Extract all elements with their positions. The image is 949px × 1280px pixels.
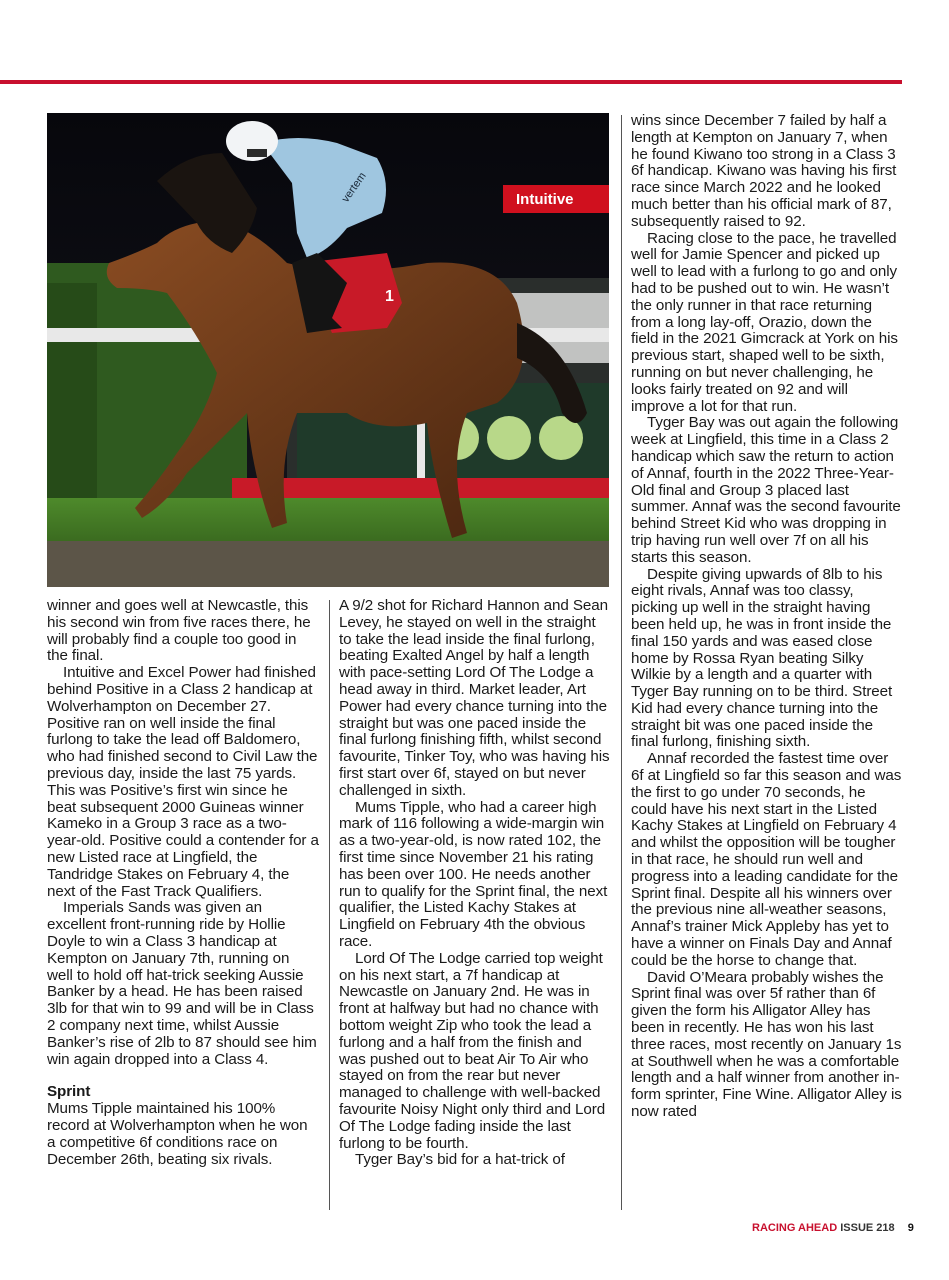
article-column-1 bbox=[47, 598, 319, 1168]
paragraph: Racing close to the pace, he travelled well for Jamie Spencer and picked up well to lead with a furlong to go and only had to be pushed out to win. He wasn’t the only runner in that race returning from a long lay-off, Orazio, down the field in the 2021 Gimcrack at York on his previous start, shaped well to be sixth, running on but never challenging, he looks fairly treated on 92 and will improve a lot for that run. bbox=[631, 229, 898, 415]
paragraph: Lord Of The Lodge carried top weight on his next start, a 7f handicap at Newcastle on January 2nd. He was in front at halfway but had no chance with bottom weight Zip who took the lead a furlong and a half from the finish and was pushed out to beat Air To Air who stayed on from the rear but never managed to challenge with well-backed favourite Noisy Night only third and Lord Of The Lodge fading inside the last furlong to be fourth. bbox=[339, 949, 606, 1152]
paragraph: Mums Tipple maintained his 100% record at Wolverhampton when he won a competitive 6f conditions race on December 26th, beating six rivals. bbox=[47, 1100, 308, 1168]
paragraph: winner and goes well at Newcastle, this his second win from five races there, he will probably find a couple too good in the final. bbox=[47, 597, 311, 665]
column-divider bbox=[329, 600, 330, 1210]
paragraph: Intuitive and Excel Power had finished behind Positive in a Class 2 handicap at Wolverhampton on December 27. Positive ran on well inside the final furlong to take the lead off Baldomero, who had finished second to Civil Law the previous day, inside the last 75 yards. This was Positive’s first win since he beat subsequent 2000 Guineas winner Kameko in a Group 3 race as a two-year-old. Positive could a contender for a new Listed race at Lingfield, the Tandridge Stakes on February 4, the next of the Fast Track Qualifiers. bbox=[47, 664, 319, 900]
paragraph: wins since December 7 failed by half a length at Kempton on January 7, when he found Kiwano too strong in a Class 3 6f handicap. Kiwano was having his first race since March 2022 and he looked much better than his official mark of 87, subsequently raised to 92. bbox=[631, 112, 897, 230]
page-number: 9 bbox=[907, 1222, 914, 1234]
column-divider bbox=[621, 115, 622, 1210]
svg-text:1: 1 bbox=[385, 288, 394, 305]
paragraph: Tyger Bay’s bid for a hat-trick of bbox=[355, 1151, 565, 1169]
paragraph: Imperials Sands was given an excellent front-running ride by Hollie Doyle to win a Class 3 handicap at Kempton on January 7th, running on well to hold off hat-trick seeking Aussie Banker by a head. He has been raised 3lb for that win to 99 and will be in Class 2 company next time, whilst Aussie Banker’s rise of 2lb to 87 should see him win again dropped into a Class 4. bbox=[47, 899, 317, 1068]
paragraph: Mums Tipple, who had a career high mark of 116 following a wide-margin win as a two-year-old, is now rated 102, the first time since November 21 his rating has been over 100. He needs another run to qualify for the Sprint final, the next qualifier, the Listed Kachy Stakes at Lingfield on February 4th the obvious race. bbox=[339, 798, 608, 950]
issue-number: ISSUE 218 bbox=[840, 1222, 895, 1234]
magazine-name: RACING AHEAD bbox=[752, 1222, 838, 1234]
article-column-3 bbox=[631, 113, 903, 1121]
paragraph: David O’Meara probably wishes the Sprint final was over 5f rather than 6f given the form his Alligator Alley has been in recently. He has won his last three races, most recently on January 1s at Southwell when he was a comfortable length and a half winner from another in-form sprinter, Fine Wine. Alligator Alley is now rated bbox=[631, 968, 902, 1121]
photo-caption-tag: Intuitive bbox=[503, 185, 609, 213]
section-heading: Sprint bbox=[47, 1083, 91, 1101]
paragraph: Annaf recorded the fastest time over 6f at Lingfield so far this season and was the first to go under 70 seconds, he could have his next start in the Listed Kachy Stakes at Lingfield on February 4 and whilst the opposition will be tougher in that race, he should run well and progress into a leading candidate for the Sprint final. Despite all his winners over the previous nine all-weather seasons, Annaf’s trainer Mick Appleby has yet to have a winner on Finals Day and Annaf could be the horse to change that. bbox=[631, 750, 902, 969]
paragraph: Despite giving upwards of 8lb to his eight rivals, Annaf was too classy, picking up well in the straight having been held up, he was in front inside the final 150 yards and was eased close home by Rossa Ryan beating Silky Wilkie by a length and a quarter with Tyger Bay running on to be third. Street Kid had every chance turning into the straight bit was one paced inside the final furlong, finishing sixth. bbox=[631, 565, 893, 751]
paragraph: Tyger Bay was out again the following week at Lingfield, this time in a Class 2 handicap which saw the return to action of Annaf, fourth in the 2022 Three-Year-Old final and Group 3 placed last summer. Annaf was the second favourite behind Street Kid who was dropping in trip having run well over 7f on all his starts this season. bbox=[631, 414, 901, 566]
page-footer bbox=[752, 1222, 914, 1234]
paragraph: A 9/2 shot for Richard Hannon and Sean Levey, he stayed on well in the straight to take the lead inside the final furlong, beating Exalted Angel by half a length with pace-setting Lord Of The Lodge a head away in third. Market leader, Art Power had every chance turning into the straight but was one paced inside the final furlong finishing fifth, whilst second favourite, Tinker Toy, who was having his first start over 6f, stayed on but never challenged in sixth. bbox=[339, 597, 610, 799]
article-column-2 bbox=[339, 598, 611, 1169]
svg-text:vertem: vertem bbox=[339, 170, 369, 205]
header-rule bbox=[0, 80, 902, 84]
